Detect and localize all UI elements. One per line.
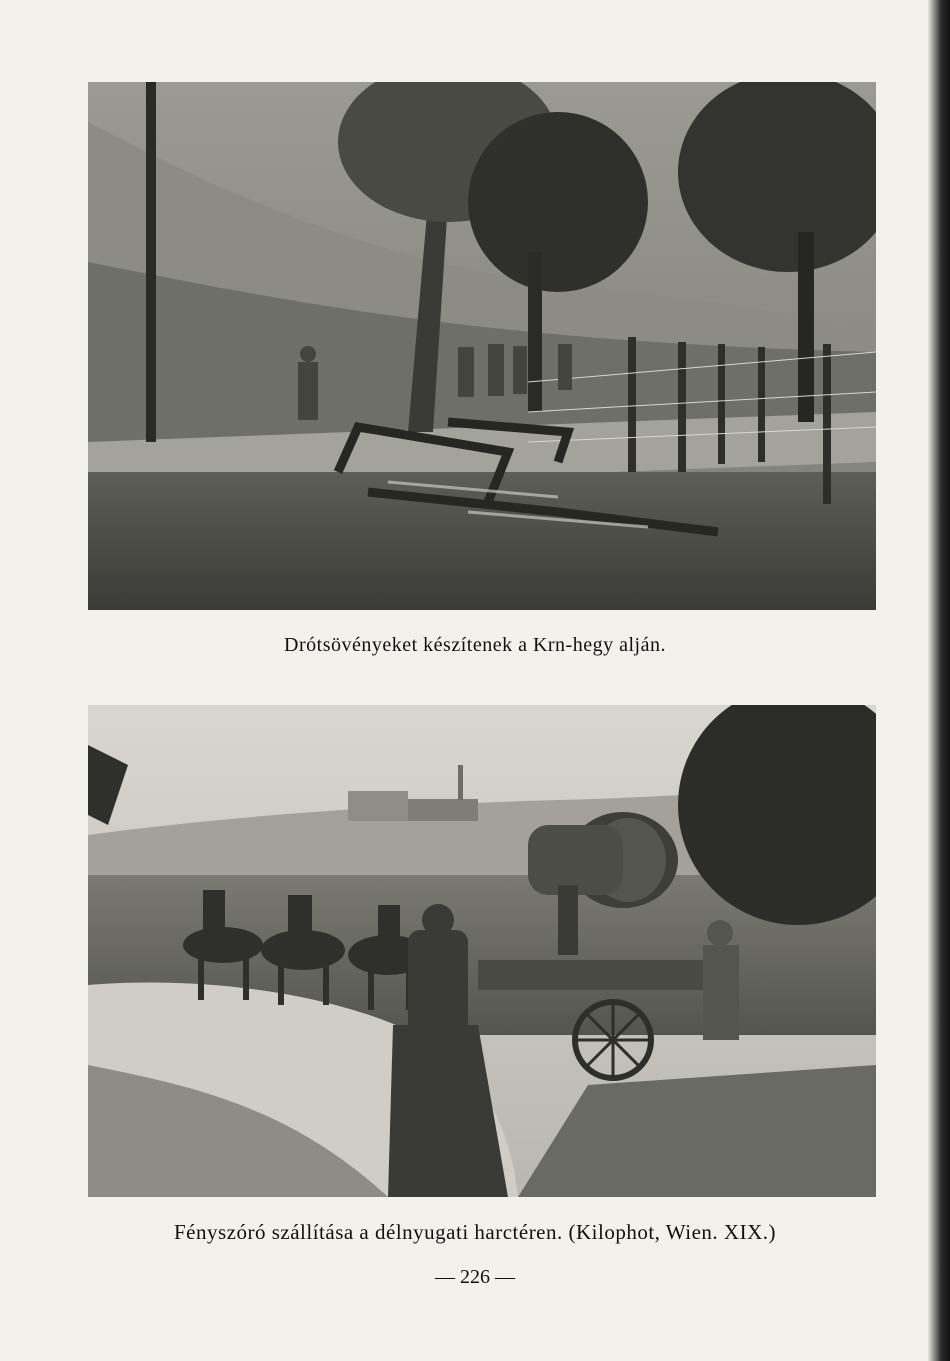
page-edge-shadow [928,0,950,1361]
photo-2-illustration [88,705,876,1197]
photo-1-caption: Drótsövényeket készítenek a Krn-hegy alján. [284,634,666,656]
page-number: — 226 — [435,1266,515,1288]
photo-2-caption: Fényszóró szállítása a délnyugati harctéren. (Kilophot, Wien. XIX.) [173,1220,776,1244]
photo-1-illustration [88,82,876,610]
photo-searchlight-transport [88,705,876,1197]
photo-barbed-wire-fence [88,82,876,610]
